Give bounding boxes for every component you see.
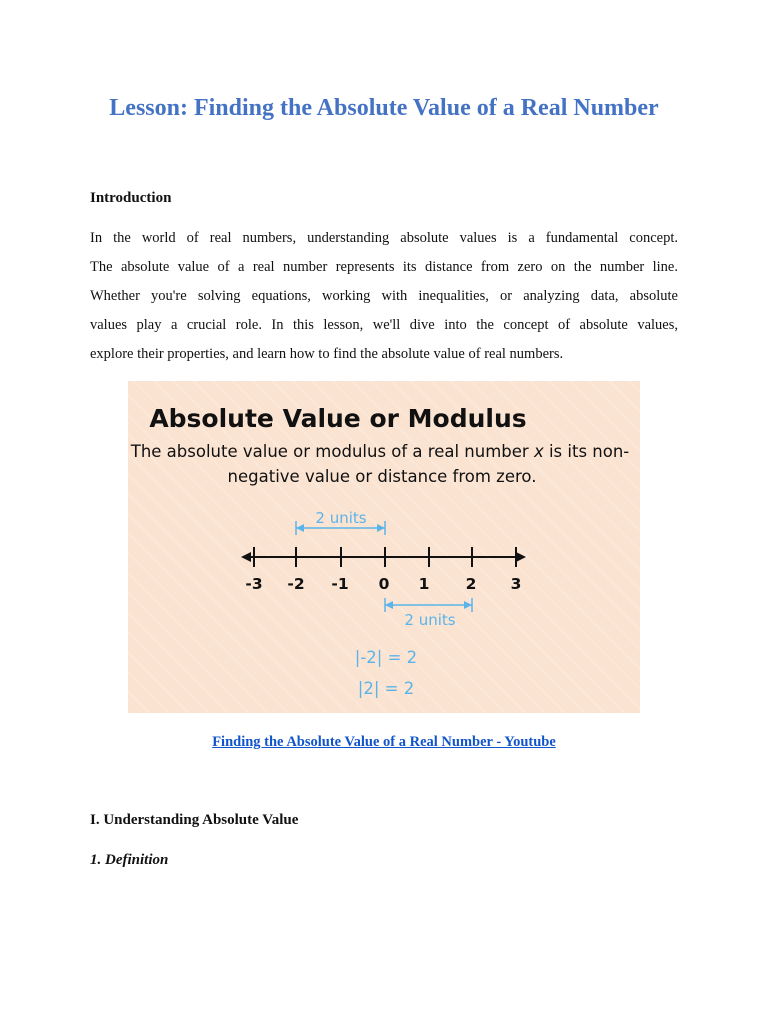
tick-label: -3: [245, 575, 263, 593]
intro-line: Whether you're solving equations, working with inequalities, or analyzing data, absolute: [90, 288, 678, 304]
bottom-bracket-label: 2 units: [404, 611, 456, 629]
figure-title: Absolute Value or Modulus: [149, 404, 527, 433]
tick-label: 0: [378, 575, 390, 593]
bottom-distance-bracket: [385, 598, 472, 612]
intro-line: The absolute value of a real number represents its distance from zero on the number line.: [90, 259, 678, 275]
caption-variable: x: [533, 442, 544, 461]
introduction-paragraph: [90, 224, 678, 369]
youtube-link[interactable]: Finding the Absolute Value of a Real Number - Youtube: [212, 734, 556, 750]
tick-label: 3: [510, 575, 522, 593]
number-line-illustration: [128, 381, 640, 713]
absolute-value-figure: [128, 381, 640, 713]
figure-caption-line1: [130, 442, 630, 461]
caption-text-before: The absolute value or modulus of a real number: [130, 442, 534, 461]
intro-line: values play a crucial role. In this lesson, we'll dive into the concept of absolute values,: [90, 317, 678, 333]
equation-positive-two: |2| = 2: [357, 679, 415, 698]
introduction-heading: Introduction: [90, 190, 172, 206]
tick-label: 2: [465, 575, 477, 593]
top-bracket-label: 2 units: [315, 509, 367, 527]
number-line: [241, 547, 526, 567]
section-heading: I. Understanding Absolute Value: [90, 812, 299, 828]
intro-line: In the world of real numbers, understanding absolute values is a fundamental concept.: [90, 230, 678, 246]
caption-text-after: is its non-: [543, 442, 630, 461]
subsection-heading: 1. Definition: [90, 852, 169, 868]
intro-line: explore their properties, and learn how to find the absolute value of real numbers.: [90, 346, 564, 362]
equation-negative-two: |-2| = 2: [354, 648, 418, 667]
figure-caption-line2: negative value or distance from zero.: [227, 467, 537, 486]
tick-label: -1: [331, 575, 349, 593]
lesson-title: Lesson: Finding the Absolute Value of a Real Number: [109, 95, 659, 121]
tick-label: -2: [287, 575, 305, 593]
tick-label: 1: [418, 575, 430, 593]
